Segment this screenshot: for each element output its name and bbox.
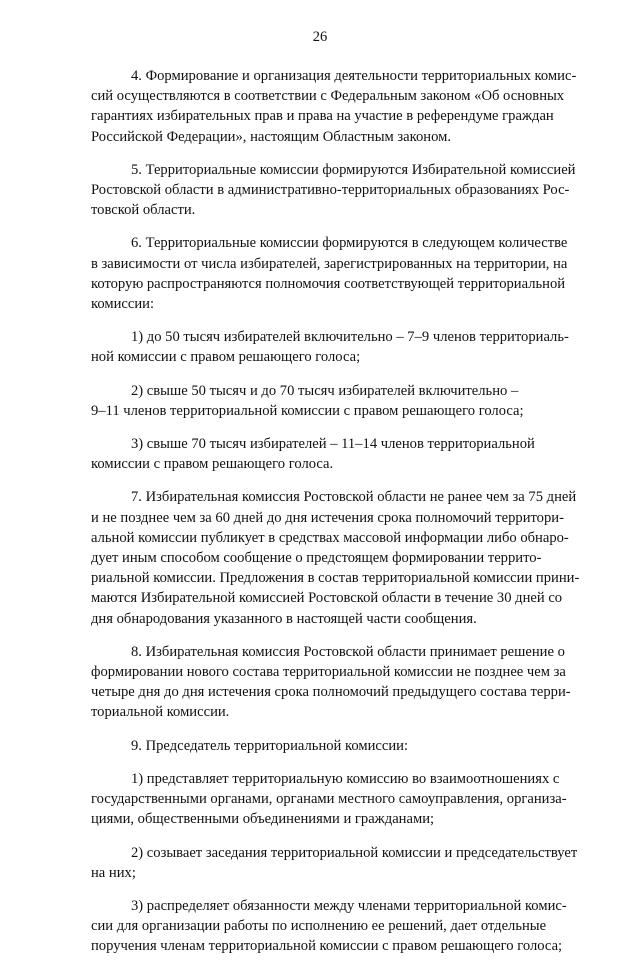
paragraph-5-formation-body: 5. Территориальные комиссии формируются Избирательной комиссией Ростовской области в административно-территориальных образованиях Рос- товской области.	[91, 161, 576, 219]
paragraph-6-member-count: 6. Территориальные комиссии формируются в следующем количестве в зависимости от числа избирателей, зарегистрированных на территории, на которую распространяются полномочия соответствующей территориальной комиссии:	[91, 235, 568, 313]
list-item-9-3: 3) распределяет обязанности между членами территориальной комис- сии для организации работы по исполнению ее решений, дает отдельные поручения членам территориальной комиссии с правом решающего голоса;	[91, 897, 567, 955]
list-item-9-2: 2) созывает заседания территориальной комиссии и председательствует на них;	[91, 844, 578, 881]
list-item-9-1: 1) представляет территориальную комиссию во взаимоотношениях с государственными органами, органами местного самоуправления, организа- циями, общественными объединениями и гражданами;	[91, 770, 567, 828]
paragraph-4-formation: 4. Формирование и организация деятельности территориальных комис- сий осуществляются в соответствии с Федеральным законом «Об основных гарантиях избирательных прав и права на участие в референдуме граждан Российской Федерации», настоящим Областным законом.	[91, 68, 577, 145]
paragraph-8-decision: 8. Избирательная комиссия Ростовской области принимает решение о формировании нового состава территориальной комиссии не позднее чем за четыре дня до дня истечения срока полномочий предыдущего состава терри- ториальной комиссии.	[91, 643, 571, 721]
list-item-6-3: 3) свыше 70 тысяч избирателей – 11–14 членов территориальной комиссии с правом решающего голоса.	[91, 436, 535, 473]
page-number: 26	[312, 29, 328, 45]
paragraph-7-announcement: 7. Избирательная комиссия Ростовской области не ранее чем за 75 дней и не позднее чем за 60 дней до дня истечения срока полномочий территори- альной комиссии публикует в средствах массовой информации либо обнаро- дует иным способом сообщение о предстоящем формировании террито- риальной комиссии. Предложения в состав территориальной комиссии прини- маются Избирательной комиссией Ростовской области в течение 30 дней со дня обнародования указанного в настоящей части сообщения.	[91, 489, 580, 627]
list-item-6-2: 2) свыше 50 тысяч и до 70 тысяч избирателей включительно – 9–11 членов территориальной комиссии с правом решающего голоса;	[91, 382, 524, 419]
list-item-6-1: 1) до 50 тысяч избирателей включительно – 7–9 членов территориаль- ной комиссии с правом решающего голоса;	[91, 329, 569, 366]
paragraph-9-chairman: 9. Председатель территориальной комиссии:	[131, 737, 409, 754]
document-body	[91, 66, 595, 970]
